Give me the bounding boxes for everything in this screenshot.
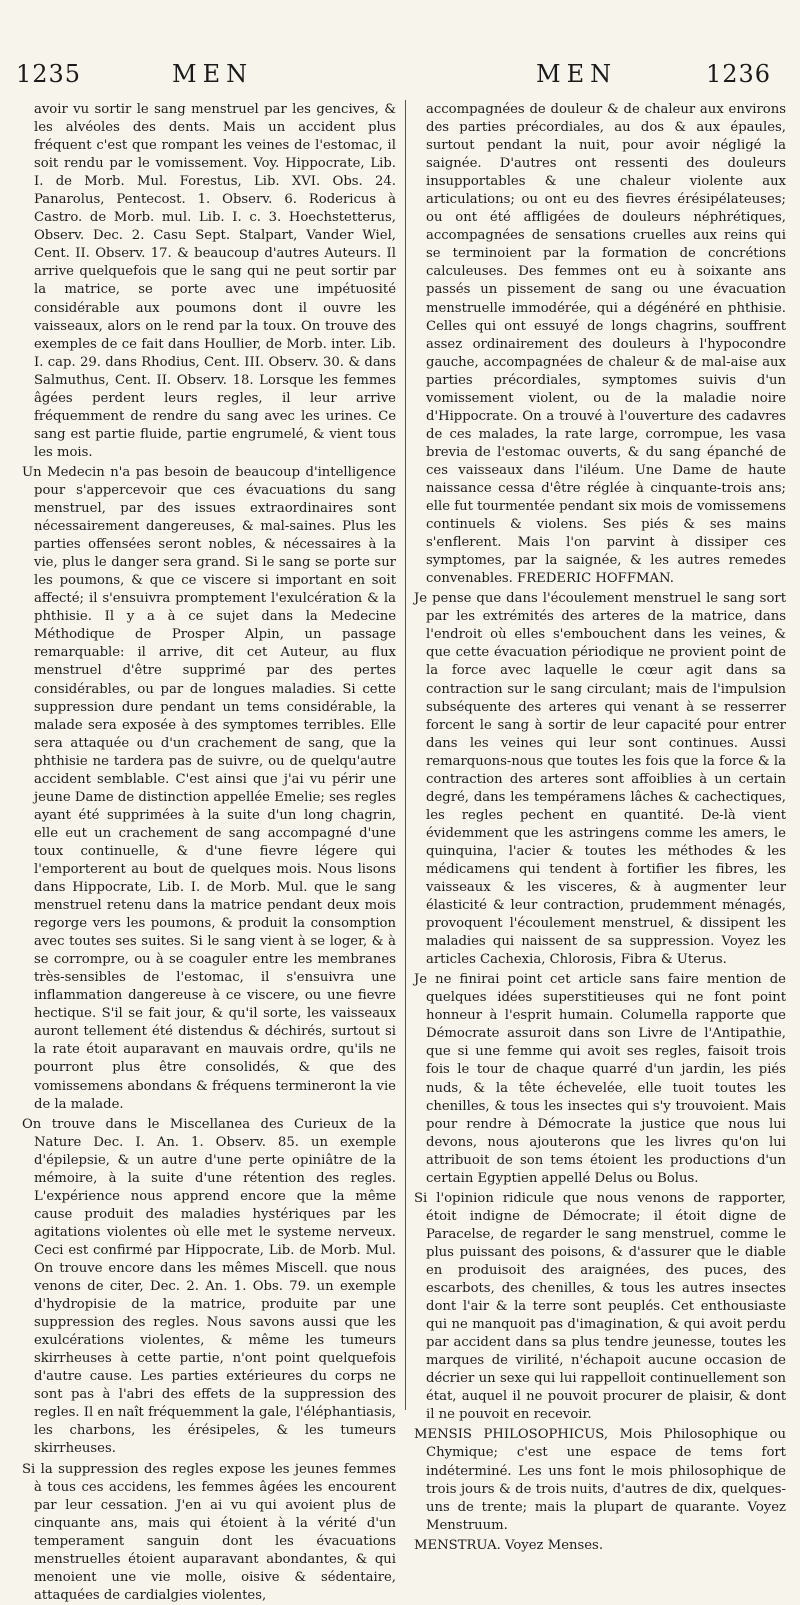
paragraph: Si l'opinion ridicule que nous venons de rapporter, étoit indigne de Démocrate; il étoit digne de Paracelse, de regarder le sang menstruel, comme le plus puissant des poisons, & d'assurer que le diable en produisoit des araignées, des puces, des escarbots, des chenilles, & tous les autres insectes dont l'air & la terre sont peuplés. Cet enthousiaste qui ne manquoit pas d'imagination, & qui avoit perdu par accident dans sa plus tendre jeunesse, toutes les marques de virilité, n'échapoit aucune occasion de décrier un sexe qui lui rappelloit continuellement son état, auquel il ne pouvoit procurer de plaisir, & dont il ne pouvoit en recevoir.	[414, 1190, 786, 1423]
paragraph: Si la suppression des regles expose les jeunes femmes à tous ces accidens, les femmes âgées les encourent par leur cessation. J'en ai vu qui avoient plus de cinquante ans, mais qui étoient à la vérité d'un temperament sanguin dont les évacuations menstruelles étoient auparavant abondantes, & qui menoient une vie molle, oisive & sédentaire, attaquées de cardialgies violentes,	[22, 1461, 396, 1603]
paragraph: accompagnées de douleur & de chaleur aux environs des parties précordiales, au dos & aux épaules, surtout pendant la nuit, pour avoir négligé la saignée. D'autres ont ressenti des douleurs insupportables & une chaleur violente aux articulations; ou ont eu des fievres érésipélateuses; ou ont été affligées de douleurs néphrétiques, accompagnées de sensations cruelles aux reins qui se terminoient par la formation de concrétions calculeuses. Des femmes ont eu à soixante ans passés un pissement de sang ou une évacuation menstruelle immodérée, qui a dégénéré en phthisie. Celles qui ont essuyé de longs chagrins, souffrent assez ordinairement des douleurs à l'hypocondre gauche, accompagnées de chaleur & de mal-aise aux parties précordiales, symptomes suivis d'un vomissement violent, ou de la maladie noire d'Hippocrate. On a trouvé à l'ouverture des cadavres de ces malades, la rate large, corrompue, les vasa brevia de l'estomac ouverts, & du sang épanché de ces vaisseaux dans l'iléum. Une Dame de haute naissance cessa d'être réglée à cinquante-trois ans; elle fut tourmentée pendant six mois de vomissemens continuels & violens. Ses piés & ses mains s'enflerent. Mais l'on parvint à dissiper ces symptomes, par la saignée, & les autres remedes convenables. FREDERIC HOFFMAN.	[426, 102, 786, 587]
paragraph: On trouve dans le Miscellanea des Curieux de la Nature Dec. I. An. 1. Observ. 85. un exemple d'épilepsie, & un autre d'une perte opiniâtre de la mémoire, à la suite d'une rétention des regles. L'expérience nous apprend encore que la même cause produit des maladies hystériques par les agitations violentes où elle met le systeme nerveux. Ceci est confirmé par Hippocrate, Lib. de Morb. Mul. On trouve encore dans les mêmes Miscell. que nous venons de citer, Dec. 2. An. 1. Obs. 79. un exemple d'hydropisie de la matrice, produite par une suppression des regles. Nous savons aussi que les exulcérations violentes, & même les tumeurs skirrheuses à cette partie, n'ont point quelquefois d'autre cause. Les parties extérieures du corps ne sont pas à l'abri des effets de la suppression des regles. Il en naît fréquemment la gale, l'éléphantiasis, les charbons, les érésipeles, & les tumeurs skirrheuses.	[22, 1116, 396, 1457]
paragraph: Je pense que dans l'écoulement menstruel le sang sort par les extrémités des arteres de la matrice, dans l'endroit où elles s'embouchent dans les veines, & que cette évacuation périodique ne provient point de la force avec laquelle le cœur agit dans sa contraction sur le sang circulant; mais de l'impulsion subséquente des arteres qui venant à se resserrer forcent le sang à sortir de leur capacité pour entrer dans les veines qui leur sont continues. Aussi remarquons-nous que toutes les fois que la force & la contraction des arteres sont affoiblies à un certain degré, dans les tempéramens lâches & cachectiques, les regles pechent en quantité. De-là vient évidemment que les astringens comme les amers, le quinquina, l'acier & toutes les méthodes & les médicamens qui tendent à fortifier les fibres, les vaisseaux & les visceres, & à augmenter leur élasticité & leur contraction, prudemment ménagés, provoquent l'écoulement menstruel, & dissipent les maladies qui naissent de sa suppression. Voyez les articles Cachexia, Chlorosis, Fibra & Uterus.	[414, 591, 786, 968]
right-column	[414, 101, 786, 1553]
entry-menstrua: MENSTRUA. Voyez Menses.	[414, 1537, 604, 1553]
column-divider	[405, 100, 406, 1410]
paragraph: Je ne finirai point cet article sans faire mention de quelques idées superstitieuses qui ne font point honneur à l'esprit humain. Columella rapporte que Démocrate assuroit dans son Livre de l'Antipathie, que si une femme qui avoit ses regles, faisoit trois fois le tour de chaque quarré d'un jardin, les piés nuds, & la tête échevelée, elle tuoit toutes les chenilles, & tous les insectes qui s'y trouvoient. Mais pour rendre à Démocrate la justice que nous lui devons, nous ajouterons que les livres qu'on lui attribuoit de son tems étoient les productions d'un certain Egyptien appellé Delus ou Bolus.	[414, 972, 786, 1186]
paragraph: avoir vu sortir le sang menstruel par les gencives, & les alvéoles des dents. Mais un accident plus fréquent c'est que rompant les veines de l'estomac, il soit rendu par le vomissement. Voy. Hippocrate, Lib. I. de Morb. Mul. Forestus, Lib. XVI. Obs. 24. Panarolus, Pentecost. 1. Observ. 6. Rodericus à Castro. de Morb. mul. Lib. I. c. 3. Hoechstetterus, Observ. Dec. 2. Casu Sept. Stalpart, Vander Wiel, Cent. II. Observ. 17. & beaucoup d'autres Auteurs. Il arrive quelquefois que le sang qui ne peut sortir par la matrice, se porte avec une impétuosité considérable aux poumons dont il ouvre les vaisseaux, alors on le rend par la toux. On trouve des exemples de ce fait dans Houllier, de Morb. inter. Lib. I. cap. 29. dans Rhodius, Cent. III. Observ. 30. & dans Salmuthus, Cent. II. Observ. 18. Lorsque les femmes âgées perdent leurs regles, il leur arrive fréquemment de rendre du sang avec les urines. Ce sang est partie fluide, partie engrumelé, & vient tous les mois.	[34, 102, 396, 460]
running-head-right: MEN	[536, 60, 618, 88]
entry-mensis-philosophicus: MENSIS PHILOSOPHICUS, Mois Philosophique ou Chymique; c'est une espace de tems fort indéterminé. Les uns font le mois philosophique de trois jours & de trois nuits, d'autres de dix, quelques-uns de trente; mais la plupart de quarante. Voyez Menstruum.	[414, 1427, 786, 1533]
page-number-left: 1235	[16, 60, 82, 88]
page-number-right: 1236	[706, 60, 772, 88]
paragraph: Un Medecin n'a pas besoin de beaucoup d'intelligence pour s'appercevoir que ces évacuations du sang menstruel, par des issues extraordinaires sont nécessairement dangereuses, & mal-saines. Plus les parties offensées seront nobles, & nécessaires à la vie, plus le danger sera grand. Si le sang se porte sur les poumons, & que ce viscere si important en soit affecté; il s'ensuivra promptement l'exulcération & la phthisie. Il y a à ce sujet dans la Medecine Méthodique de Prosper Alpin, un passage remarquable: il arrive, dit cet Auteur, au flux menstruel d'être supprimé par des pertes considérables, ou par de longues maladies. Si cette suppression dure pendant un tems considérable, la malade sera exposée à des symptomes terribles. Elle sera attaquée ou d'un crachement de sang, que la phthisie ne tardera pas de suivre, ou de quelqu'autre accident semblable. C'est ainsi que j'ai vu périr une jeune Dame de distinction appellée Emelie; ses regles ayant été supprimées à la suite d'un long chagrin, elle eut un crachement de sang accompagné d'une toux continuelle, & d'une fievre légere qui l'emporterent au bout de quelques mois. Nous lisons dans Hippocrate, Lib. I. de Morb. Mul. que le sang menstruel retenu dans la matrice pendant deux mois regorge vers les poumons, & produit la consomption avec toutes ses suites. Si le sang vient à se loger, & à se corrompre, ou à se coaguler entre les membranes très-sensibles de l'estomac, il s'ensuivra une inflammation dangereuse à ce viscere, ou une fievre hectique. S'il se fait jour, & qu'il sorte, les vaisseaux auront tellement été distendus & déchirés, surtout si la rate étoit auparavant en mauvais ordre, qu'ils ne pourront plus être consolidés, & que des vomissemens abondans & fréquens termineront la vie de la malade.	[22, 464, 396, 1112]
left-column	[22, 101, 396, 1603]
running-head-left: MEN	[172, 60, 254, 88]
